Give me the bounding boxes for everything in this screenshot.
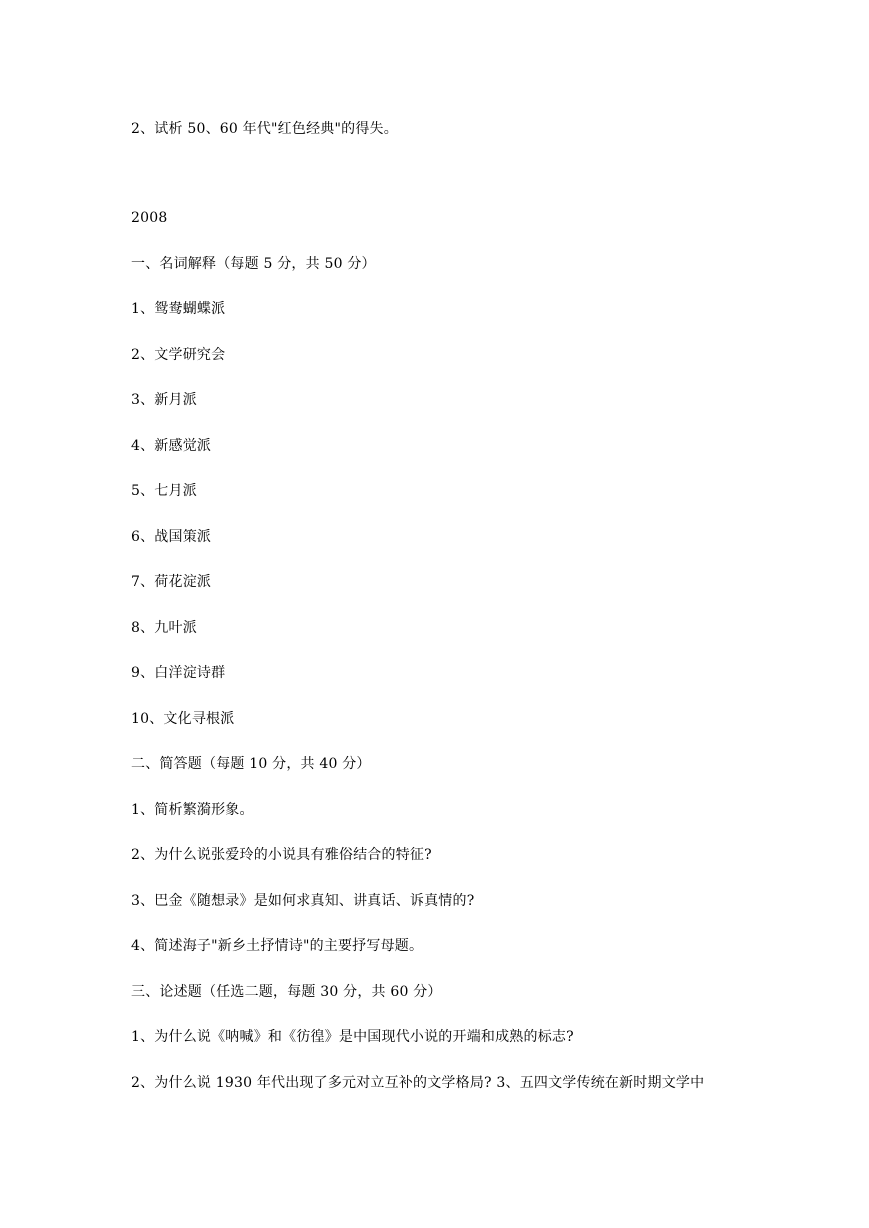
term-item: 6、战国策派 xyxy=(131,529,212,545)
term-item: 5、七月派 xyxy=(131,483,197,499)
prev-question-2: 2、试析 50、60 年代"红色经典"的得失。 xyxy=(131,121,398,137)
short-answer-item: 2、为什么说张爱玲的小说具有雅俗结合的特征? xyxy=(131,847,432,863)
short-answer-item: 4、简述海子"新乡土抒情诗"的主要抒写母题。 xyxy=(131,938,424,954)
essay-item: 2、为什么说 1930 年代出现了多元对立互补的文学格局? 3、五四文学传统在新时期文学中 xyxy=(131,1075,705,1091)
section-3-heading: 三、论述题（任选二题，每题 30 分，共 60 分） xyxy=(131,984,442,1000)
section-1-heading: 一、名词解释（每题 5 分，共 50 分） xyxy=(131,256,376,272)
year-heading: 2008 xyxy=(131,210,168,226)
section-2-heading: 二、简答题（每题 10 分，共 40 分） xyxy=(131,756,371,772)
essay-item: 1、为什么说《呐喊》和《彷徨》是中国现代小说的开端和成熟的标志? xyxy=(131,1029,574,1045)
term-item: 10、文化寻根派 xyxy=(131,711,235,727)
term-item: 1、鸳鸯蝴蝶派 xyxy=(131,301,226,317)
short-answer-item: 1、简析繁漪形象。 xyxy=(131,802,254,818)
term-item: 4、新感觉派 xyxy=(131,438,212,454)
term-item: 2、文学研究会 xyxy=(131,347,226,363)
short-answer-item: 3、巴金《随想录》是如何求真知、讲真话、诉真情的? xyxy=(131,893,475,909)
term-item: 7、荷花淀派 xyxy=(131,574,212,590)
term-item: 8、九叶派 xyxy=(131,620,197,636)
term-item: 3、新月派 xyxy=(131,392,197,408)
term-item: 9、白洋淀诗群 xyxy=(131,665,226,681)
